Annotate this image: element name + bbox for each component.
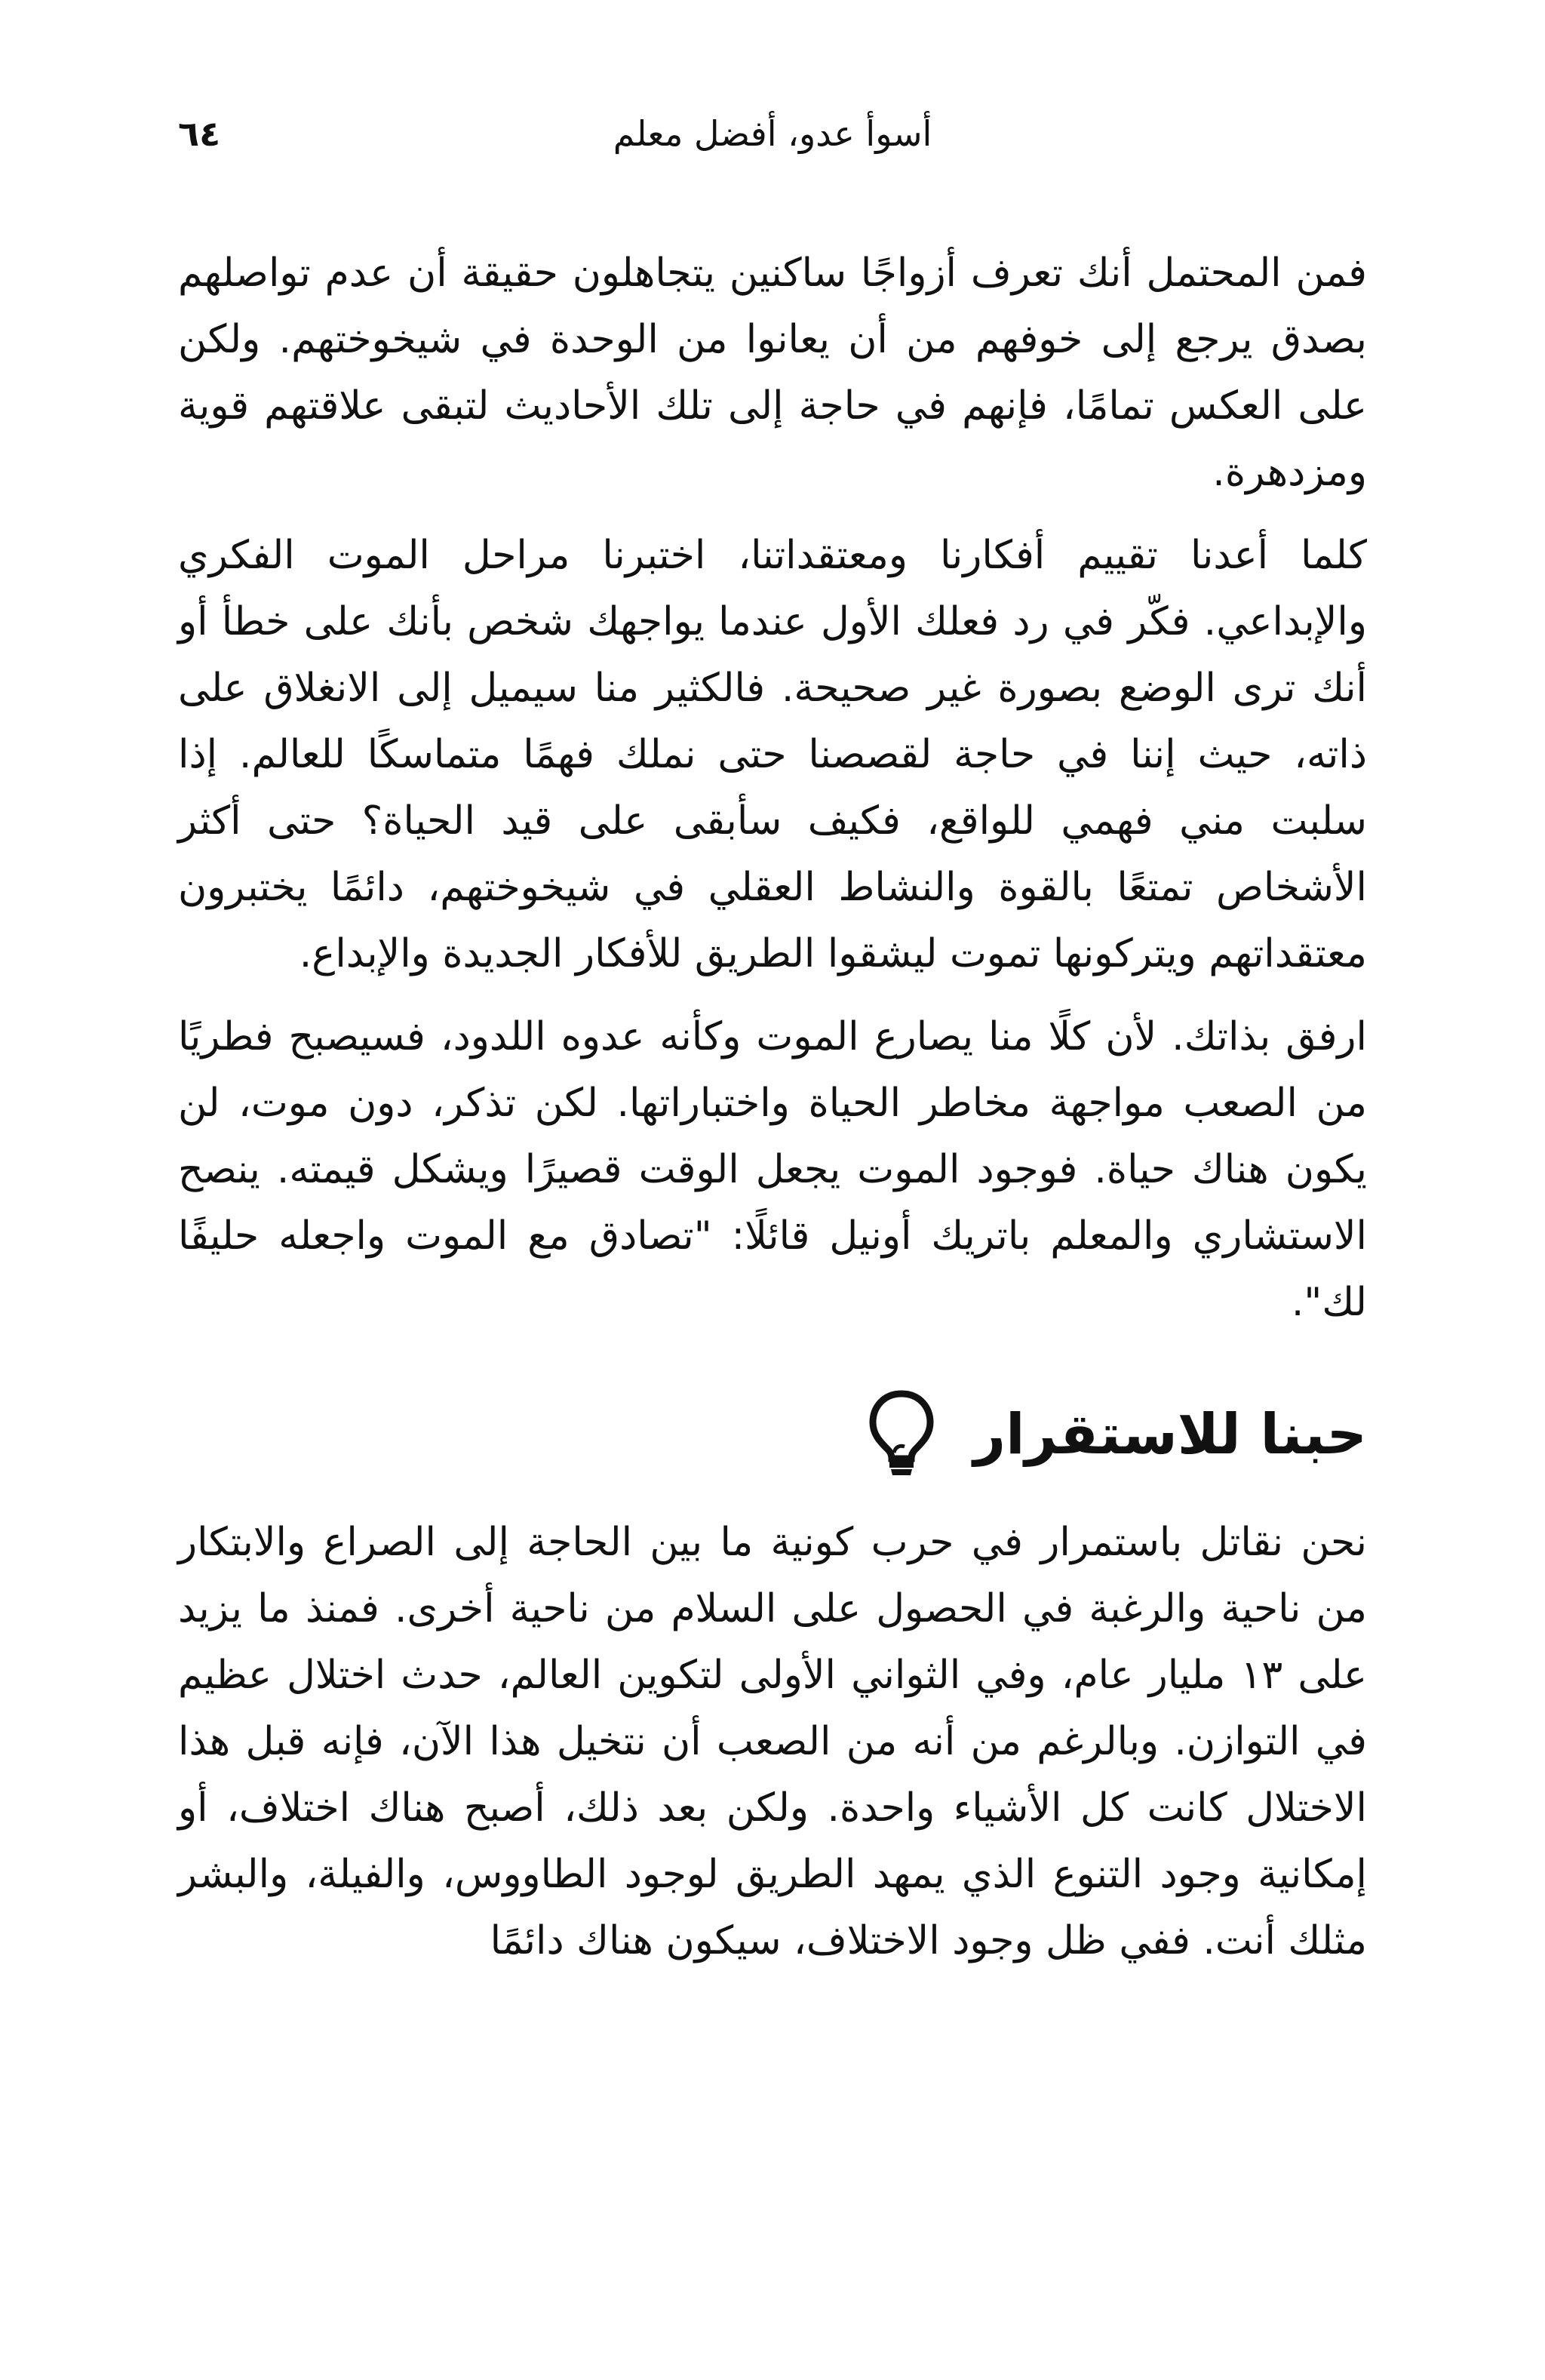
section-title: حبنا للاستقرار xyxy=(973,1402,1367,1467)
section-heading xyxy=(178,1385,1367,1484)
paragraph-3: ارفق بذاتك. لأن كلًا منا يصارع الموت وكأنه عدوه اللدود، فسيصبح فطريًا من الصعب مواجهة مخاطر الحياة واختباراتها. لكن تذكر، دون موت، لن يكون هناك حياة. فوجود الموت يجعل الوقت قصيرًا ويشكل قيمته. ينصح الاستشاري والمعلم باتريك أونيل قائلًا: "تصادق مع الموت واجعله حليفًا لك". xyxy=(178,1014,1367,1325)
lightbulb-icon xyxy=(867,1389,936,1480)
section-heading-group xyxy=(867,1385,1367,1484)
page-number: ٦٤ xyxy=(178,113,221,154)
paragraph-2: كلما أعدنا تقييم أفكارنا ومعتقداتنا، اختبرنا مراحل الموت الفكري والإبداعي. فكّر في رد فعلك الأول عندما يواجهك شخص بأنك على خطأ أو أنك ترى الوضع بصورة غير صحيحة. فالكثير منا سيميل إلى الانغلاق على ذاته، حيث إننا في حاجة لقصصنا حتى نملك فهمًا متماسكًا للعالم. إذا سلبت مني فهمي للواقع، فكيف سأبقى على قيد الحياة؟ حتى أكثر الأشخاص تمتعًا بالقوة والنشاط العقلي في شيخوختهم، دائمًا يختبرون معتقداتهم ويتركونها تموت ليشقوا الطريق للأفكار الجديدة والإبداع. xyxy=(178,533,1367,976)
page-header xyxy=(178,113,1367,174)
section-paragraph-1: نحن نقاتل باستمرار في حرب كونية ما بين الحاجة إلى الصراع والابتكار من ناحية والرغبة في الحصول على السلام من ناحية أخرى. فمنذ ما يزيد على ١٣ مليار عام، وفي الثواني الأولى لتكوين العالم، حدث اختلال عظيم في التوازن. وبالرغم من أنه من الصعب أن نتخيل هذا الآن، فإنه قبل هذا الاختلال كانت كل الأشياء واحدة. ولكن بعد ذلك، أصبح هناك اختلاف، أو إمكانية وجود التنوع الذي يمهد الطريق لوجود الطاووس، والفيلة، والبشر مثلك أنت. ففي ظل وجود الاختلاف، سيكون هناك دائمًا xyxy=(178,1520,1367,1963)
running-title: أسوأ عدو، أفضل معلم xyxy=(613,113,932,154)
body-text xyxy=(178,240,1367,1991)
paragraph-1: فمن المحتمل أنك تعرف أزواجًا ساكنين يتجاهلون حقيقة أن عدم تواصلهم بصدق يرجع إلى خوفهم من أن يعانوا من الوحدة في شيخوختهم. ولكن على العكس تمامًا، فإنهم في حاجة إلى تلك الأحاديث لتبقى علاقتهم قوية ومزدهرة. xyxy=(178,251,1367,495)
